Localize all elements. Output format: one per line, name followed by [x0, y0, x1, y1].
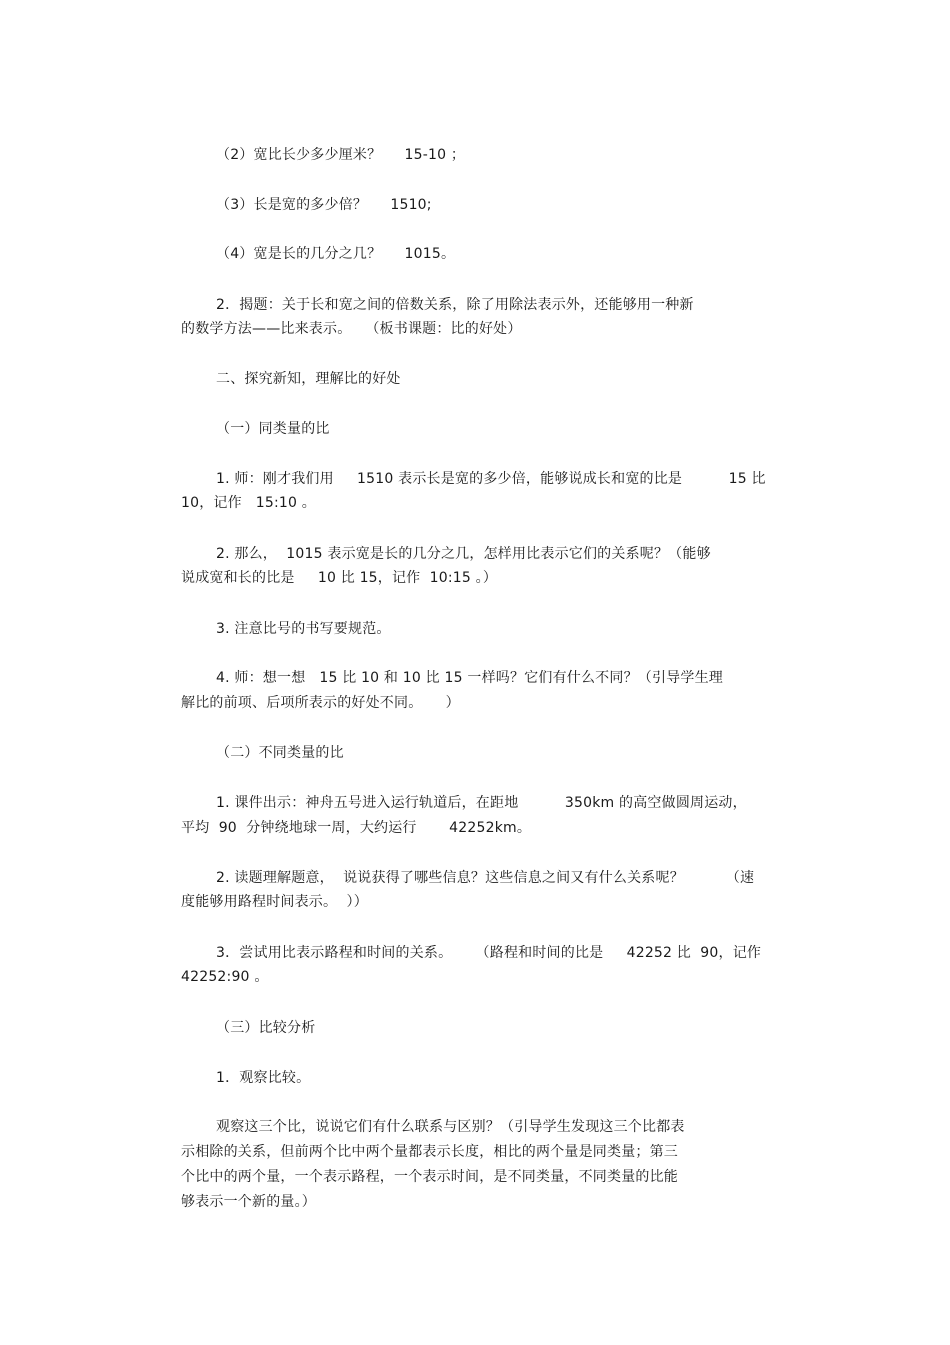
item-4-line-1: 4. 师：想一想 15 比 10 和 10 比 15 一样吗？它们有什么不同？（引导学生理	[216, 670, 723, 686]
section-heading-2: 二、探究新知，理解比的好处	[216, 371, 401, 387]
question-4-line: （4）宽是长的几分之几？ 1015。	[216, 246, 456, 262]
reveal-topic-line-1: 2．揭题：关于长和宽之间的倍数关系，除了用除法表示外，还能够用一种新	[216, 297, 694, 313]
item-4-line-2: 解比的前项、后项所表示的好处不同。 ）	[181, 695, 460, 711]
courseware-line-2: 平均 90 分钟绕地球一周，大约运行 42252km。	[181, 820, 532, 836]
try-ratio-line-2: 42252:90 。	[181, 969, 269, 985]
analysis-line-2: 示相除的关系，但前两个比中两个量都表示长度，相比的两个量是同类量；第三	[181, 1144, 678, 1160]
courseware-line-1: 1. 课件出示：神舟五号进入运行轨道后，在距地 350km 的高空做圆周运动，	[216, 795, 747, 811]
analysis-line-3: 个比中的两个量，一个表示路程，一个表示时间，是不同类量，不同类量的比能	[181, 1169, 678, 1185]
reveal-topic-line-2: 的数学方法——比来表示。 （板书课题：比的好处）	[181, 321, 522, 337]
analysis-line-1: 观察这三个比，说说它们有什么联系与区别？（引导学生发现这三个比都表	[216, 1119, 685, 1135]
read-problem-line-1: 2. 读题理解题意， 说说获得了哪些信息？这些信息之间又有什么关系呢？ （速	[216, 870, 755, 886]
item-2-line-1: 2. 那么， 1015 表示宽是长的几分之几，怎样用比表示它们的关系呢？（能够	[216, 546, 711, 562]
item-3-line: 3. 注意比号的书写要规范。	[216, 621, 391, 637]
subsection-heading-1: （一）同类量的比	[216, 421, 330, 437]
analysis-line-4: 够表示一个新的量。）	[181, 1194, 316, 1210]
read-problem-line-2: 度能够用路程时间表示。 ））	[181, 894, 368, 910]
item-1-line-2: 10，记作 15:10 。	[181, 495, 316, 511]
try-ratio-line-1: 3．尝试用比表示路程和时间的关系。 （路程和时间的比是 42252 比 90，记作	[216, 945, 762, 961]
question-3-line: （3）长是宽的多少倍？ 1510;	[216, 197, 432, 213]
item-2-line-2: 说成宽和长的比是 10 比 15，记作 10:15 。）	[181, 570, 498, 586]
observe-compare-heading: 1．观察比较。	[216, 1070, 311, 1086]
item-1-line-1: 1. 师：刚才我们用 1510 表示长是宽的多少倍，能够说成长和宽的比是 15 比	[216, 471, 766, 487]
question-2-line: （2）宽比长少多少厘米？ 15-10 ；	[216, 147, 466, 163]
subsection-heading-2: （二）不同类量的比	[216, 745, 344, 761]
subsection-heading-3: （三）比较分析	[216, 1020, 316, 1036]
